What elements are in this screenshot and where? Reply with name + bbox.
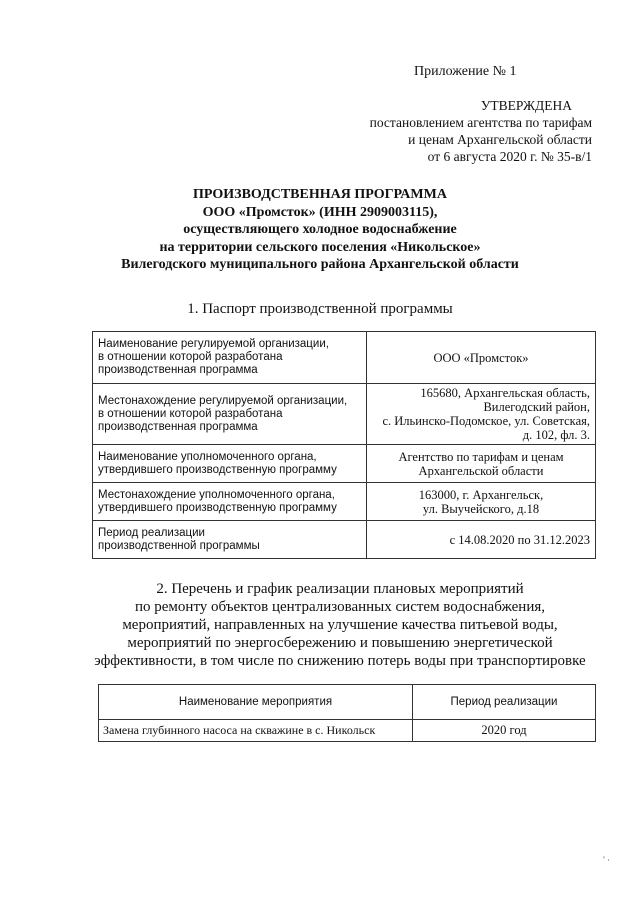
table-row bbox=[93, 521, 596, 559]
measure-period: 2020 год bbox=[413, 720, 596, 742]
table-row bbox=[93, 332, 596, 384]
passport-label: Наименование регулируемой организации, в отношении которой разработана производственная программа bbox=[93, 332, 367, 384]
table-row bbox=[93, 445, 596, 483]
passport-value: с 14.08.2020 по 31.12.2023 bbox=[367, 521, 596, 559]
passport-value: ООО «Промсток» bbox=[367, 332, 596, 384]
table-row bbox=[99, 720, 596, 742]
title-line: ООО «Промсток» (ИНН 2909003115), bbox=[202, 204, 438, 220]
title-line: на территории сельского поселения «Никольское» bbox=[159, 239, 481, 255]
document-title bbox=[90, 186, 550, 274]
section2-line: мероприятий по энергосбережению и повышению энергетической bbox=[127, 635, 553, 651]
measures-table bbox=[98, 684, 596, 742]
measure-name: Замена глубинного насоса на скважине в с. Никольск bbox=[99, 720, 413, 742]
table-row bbox=[93, 384, 596, 445]
approval-line: и ценам Архангельской области bbox=[408, 132, 592, 147]
approval-line: постановлением агентства по тарифам bbox=[369, 115, 592, 130]
approval-block bbox=[292, 97, 592, 165]
passport-label: Местонахождение регулируемой организации, в отношении которой разработана производственная программа bbox=[93, 384, 367, 445]
passport-label: Наименование уполномоченного органа, утвердившего производственную программу bbox=[93, 445, 367, 483]
column-header: Наименование мероприятия bbox=[99, 685, 413, 720]
passport-label: Местонахождение уполномоченного органа, утвердившего производственную программу bbox=[93, 483, 367, 521]
passport-label: Период реализации производственной программы bbox=[93, 521, 367, 559]
table-header-row bbox=[99, 685, 596, 720]
section1-heading: 1. Паспорт производственной программы bbox=[187, 301, 453, 317]
column-header: Период реализации bbox=[413, 685, 596, 720]
section2-line: мероприятий, направленных на улучшение качества питьевой воды, bbox=[122, 617, 558, 633]
corner-mark: ' · bbox=[603, 855, 610, 865]
passport-table bbox=[92, 331, 596, 559]
section2-line: эффективности, в том числе по снижению потерь воды при транспортировке bbox=[94, 653, 586, 669]
title-line: ПРОИЗВОДСТВЕННАЯ ПРОГРАММА bbox=[193, 187, 447, 202]
approval-line: от 6 августа 2020 г. № 35-в/1 bbox=[427, 149, 592, 164]
passport-value: Агентство по тарифам и ценам Архангельской области bbox=[367, 445, 596, 483]
title-line: осуществляющего холодное водоснабжение bbox=[183, 222, 457, 237]
section2-heading bbox=[80, 580, 600, 670]
section2-line: по ремонту объектов централизованных систем водоснабжения, bbox=[134, 599, 545, 615]
table-row bbox=[93, 483, 596, 521]
passport-value: 163000, г. Архангельск, ул. Выучейского, д.18 bbox=[367, 483, 596, 521]
appendix-number: Приложение № 1 bbox=[414, 64, 517, 79]
approval-heading: УТВЕРЖДЕНА bbox=[480, 98, 572, 113]
section2-line: 2. Перечень и график реализации плановых мероприятий bbox=[156, 581, 524, 597]
title-line: Вилегодского муниципального района Архангельской области bbox=[121, 257, 519, 272]
passport-value: 165680, Архангельская область, Вилегодский район, с. Ильинско-Подомское, ул. Советская, д. 102, фл. 3. bbox=[367, 384, 596, 445]
